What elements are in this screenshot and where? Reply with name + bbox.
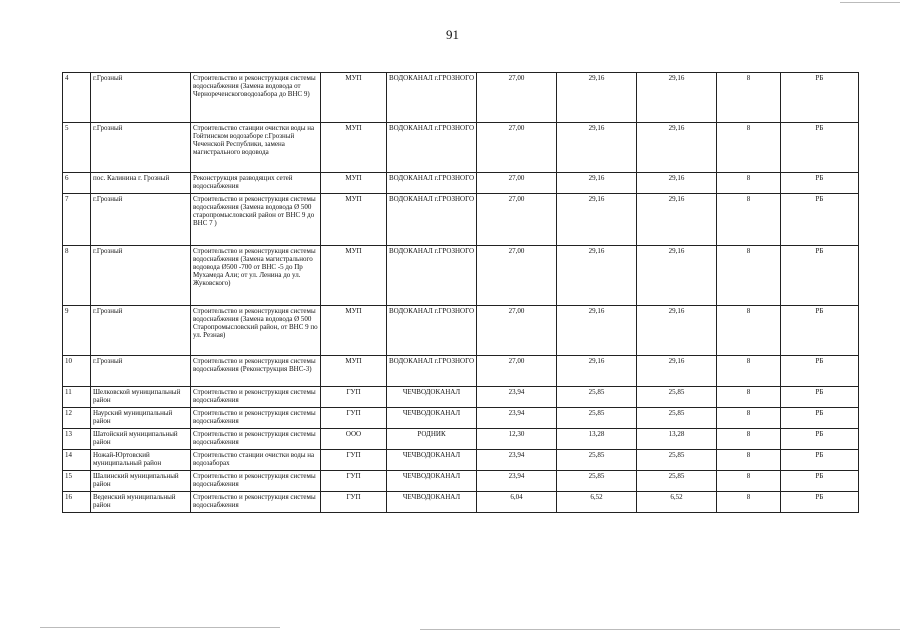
row-location: г.Грозный [91,73,191,123]
row-funding-source: РБ [781,194,859,246]
row-org-form: МУП [321,246,387,306]
investment-table [62,72,859,513]
row-organization: ВОДОКАНАЛ г.ГРОЗНОГО [387,173,477,194]
row-location: Шелковской муниципальный район [91,387,191,408]
row-description: Строительство станции очистки воды на водозаборах [191,450,321,471]
row-funding-source: РБ [781,73,859,123]
row-org-form: ГУП [321,450,387,471]
row-description: Строительство и реконструкция системы водоснабжения (Замена водовода Ø 500 старопромысловский район от ВНС 9 до ВНС 7 ) [191,194,321,246]
row-value-1: 27,00 [477,173,557,194]
row-location: г.Грозный [91,123,191,173]
row-value-1: 23,94 [477,387,557,408]
row-number: 14 [63,450,91,471]
row-value-2: 6,52 [557,492,637,513]
row-org-form: ГУП [321,408,387,429]
row-value-3: 29,16 [637,173,717,194]
row-organization: ЧЕЧВОДОКАНАЛ [387,408,477,429]
row-funding-source: РБ [781,387,859,408]
row-description: Строительство и реконструкция системы водоснабжения (Замена водовода Ø 500 Старопромысловский район, от ВНС 9 по ул. Резная) [191,306,321,356]
row-funding-source: РБ [781,450,859,471]
row-organization: ВОДОКАНАЛ г.ГРОЗНОГО [387,73,477,123]
row-org-form: МУП [321,73,387,123]
row-funding-source: РБ [781,471,859,492]
row-value-2: 13,28 [557,429,637,450]
row-value-1: 27,00 [477,73,557,123]
row-location: Наурский муниципальный район [91,408,191,429]
row-value-1: 27,00 [477,194,557,246]
row-value-1: 27,00 [477,356,557,387]
row-location: Шатойский муниципальный район [91,429,191,450]
row-location: Веденский муниципальный район [91,492,191,513]
row-funding-source: РБ [781,306,859,356]
row-number: 7 [63,194,91,246]
row-location: пос. Калинина г. Грозный [91,173,191,194]
row-org-form: ГУП [321,387,387,408]
row-organization: ЧЕЧВОДОКАНАЛ [387,450,477,471]
row-value-2: 25,85 [557,387,637,408]
row-organization: ВОДОКАНАЛ г.ГРОЗНОГО [387,246,477,306]
row-org-form: МУП [321,306,387,356]
row-org-form: МУП [321,194,387,246]
row-value-3: 29,16 [637,356,717,387]
row-funding-source: РБ [781,408,859,429]
scan-artifact-line [840,2,900,3]
row-location: г.Грозный [91,246,191,306]
row-number: 13 [63,429,91,450]
row-value-1: 23,94 [477,471,557,492]
row-value-3: 13,28 [637,429,717,450]
row-description: Строительство и реконструкция системы водоснабжения (Реконструкция ВНС-3) [191,356,321,387]
row-organization: ЧЕЧВОДОКАНАЛ [387,387,477,408]
row-funding-source: РБ [781,246,859,306]
row-value-2: 25,85 [557,471,637,492]
row-value-3: 25,85 [637,471,717,492]
row-funding-source: РБ [781,492,859,513]
row-value-2: 29,16 [557,123,637,173]
row-value-3: 25,85 [637,408,717,429]
row-value-1: 27,00 [477,246,557,306]
row-count: 8 [717,246,781,306]
row-org-form: МУП [321,123,387,173]
page-number: 91 [446,27,459,42]
table-row [63,492,859,513]
row-value-2: 25,85 [557,450,637,471]
row-value-1: 6,04 [477,492,557,513]
row-location: г.Грозный [91,194,191,246]
row-value-3: 29,16 [637,306,717,356]
row-number: 9 [63,306,91,356]
row-number: 5 [63,123,91,173]
row-number: 11 [63,387,91,408]
row-organization: ВОДОКАНАЛ г.ГРОЗНОГО [387,356,477,387]
row-number: 10 [63,356,91,387]
row-organization: ВОДОКАНАЛ г.ГРОЗНОГО [387,123,477,173]
row-count: 8 [717,356,781,387]
row-description: Реконструкция разводящих сетей водоснабжения [191,173,321,194]
row-number: 15 [63,471,91,492]
row-value-2: 29,16 [557,73,637,123]
row-location: г.Грозный [91,306,191,356]
table-row [63,408,859,429]
row-value-3: 29,16 [637,73,717,123]
table-row [63,123,859,173]
row-value-3: 29,16 [637,246,717,306]
row-count: 8 [717,450,781,471]
row-value-2: 29,16 [557,173,637,194]
row-org-form: ГУП [321,471,387,492]
row-number: 8 [63,246,91,306]
table-row [63,73,859,123]
row-organization: ЧЕЧВОДОКАНАЛ [387,471,477,492]
row-count: 8 [717,173,781,194]
row-value-1: 27,00 [477,123,557,173]
table-row [63,471,859,492]
row-funding-source: РБ [781,173,859,194]
row-value-2: 29,16 [557,246,637,306]
row-description: Строительство станции очистки воды на Гойтинском водозаборе г.Грозный Чеченской Республики, замена магистрального водовода [191,123,321,173]
row-location: г.Грозный [91,356,191,387]
row-count: 8 [717,429,781,450]
row-description: Строительство и реконструкция системы водоснабжения [191,492,321,513]
row-org-form: МУП [321,356,387,387]
table-body [63,73,859,513]
row-org-form: ГУП [321,492,387,513]
row-number: 6 [63,173,91,194]
row-funding-source: РБ [781,356,859,387]
row-location: Шалинский муниципальный район [91,471,191,492]
row-count: 8 [717,387,781,408]
table-row [63,356,859,387]
row-description: Строительство и реконструкция системы водоснабжения [191,387,321,408]
row-number: 16 [63,492,91,513]
row-count: 8 [717,123,781,173]
row-value-1: 23,94 [477,450,557,471]
row-value-2: 29,16 [557,356,637,387]
row-description: Строительство и реконструкция системы водоснабжения [191,408,321,429]
row-value-2: 29,16 [557,194,637,246]
row-value-1: 12,30 [477,429,557,450]
row-funding-source: РБ [781,429,859,450]
row-description: Строительство и реконструкция системы водоснабжения [191,429,321,450]
row-value-3: 29,16 [637,194,717,246]
row-description: Строительство и реконструкция системы водоснабжения (Замена водовода от Чернореченскоговодозабора до ВНС 9) [191,73,321,123]
row-count: 8 [717,408,781,429]
row-funding-source: РБ [781,123,859,173]
row-value-3: 25,85 [637,387,717,408]
row-organization: ЧЕЧВОДОКАНАЛ [387,492,477,513]
table-row [63,246,859,306]
row-value-3: 29,16 [637,123,717,173]
table-row [63,429,859,450]
row-location: Ножай-Юртовский муниципальный район [91,450,191,471]
row-count: 8 [717,471,781,492]
row-value-3: 6,52 [637,492,717,513]
table-row [63,194,859,246]
row-organization: ВОДОКАНАЛ г.ГРОЗНОГО [387,306,477,356]
table-row [63,450,859,471]
row-org-form: МУП [321,173,387,194]
table-row [63,387,859,408]
row-count: 8 [717,73,781,123]
row-value-2: 25,85 [557,408,637,429]
row-value-1: 23,94 [477,408,557,429]
row-number: 12 [63,408,91,429]
row-description: Строительство и реконструкция системы водоснабжения (Замена магистрального водовода Ø500 -700 от ВНС -5 до Пр Мухамеда Али; от ул. Ленина до ул. Жуковского) [191,246,321,306]
row-value-2: 29,16 [557,306,637,356]
row-org-form: ООО [321,429,387,450]
row-count: 8 [717,492,781,513]
scan-artifact-line [40,627,280,628]
scan-artifact-line [420,629,900,630]
table-row [63,306,859,356]
row-number: 4 [63,73,91,123]
row-count: 8 [717,306,781,356]
row-value-1: 27,00 [477,306,557,356]
row-count: 8 [717,194,781,246]
row-organization: ВОДОКАНАЛ г.ГРОЗНОГО [387,194,477,246]
row-description: Строительство и реконструкция системы водоснабжения [191,471,321,492]
row-value-3: 25,85 [637,450,717,471]
row-organization: РОДНИК [387,429,477,450]
table-row [63,173,859,194]
